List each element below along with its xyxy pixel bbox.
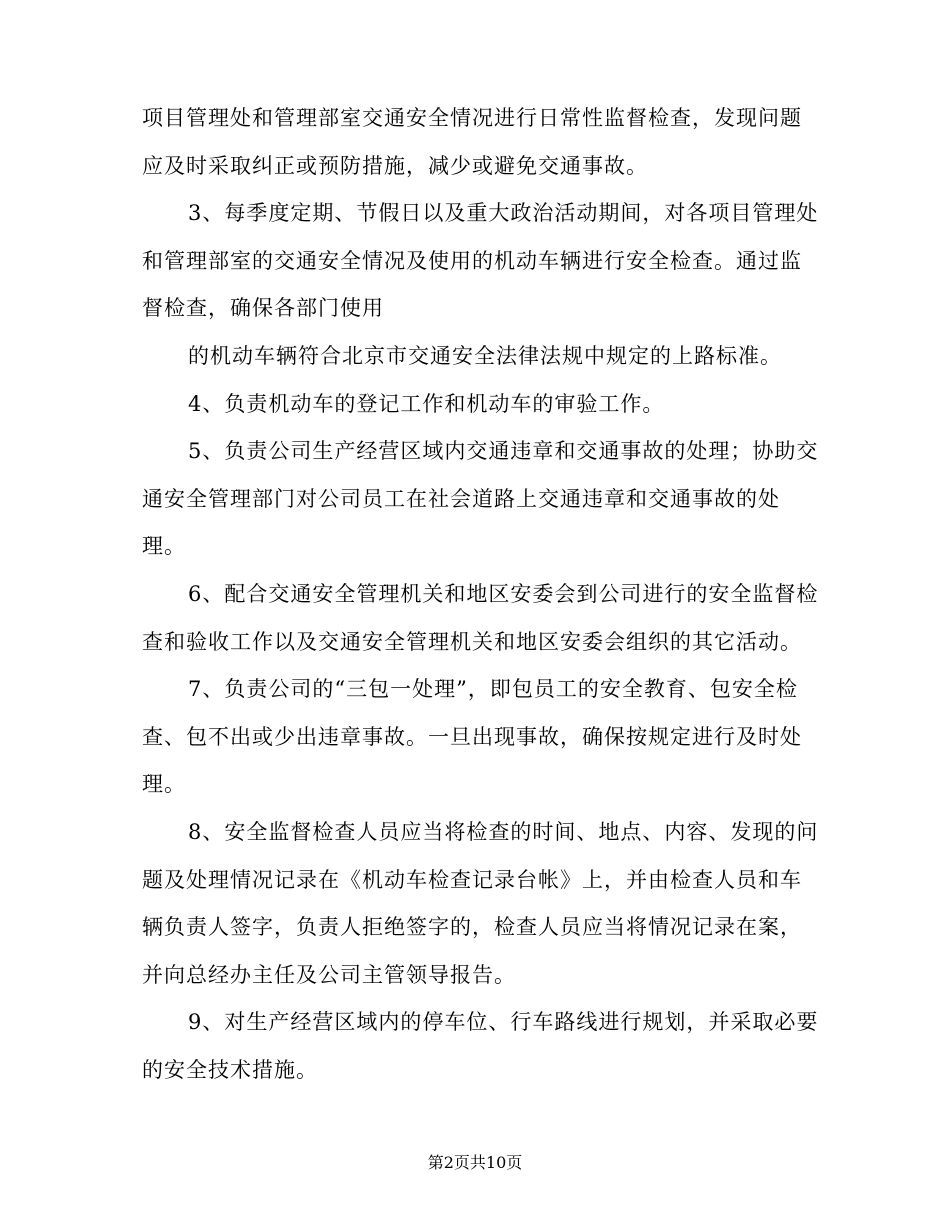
text-line: 督检查，确保各部门使用 xyxy=(142,296,384,321)
text-line: 题及处理情况记录在《机动车检查记录台帐》上，并由检查人员和车 xyxy=(142,867,802,892)
text-line: 7、负责公司的“三包一处理”，即包员工的安全教育、包安全检 xyxy=(188,677,798,702)
text-line: 项目管理处和管理部室交通安全情况进行日常性监督检查，发现问题 xyxy=(142,106,802,130)
text-line: 4、负责机动车的登记工作和机动车的审验工作。 xyxy=(188,391,665,416)
text-line: 应及时采取纠正或预防措施，减少或避免交通事故。 xyxy=(142,153,648,178)
text-line: 理。 xyxy=(142,534,186,559)
text-line: 并向总经办主任及公司主管领导报告。 xyxy=(142,962,516,987)
text-line: 9、对生产经营区域内的停车位、行车路线进行规划，并采取必要 xyxy=(188,1010,819,1035)
text-line: 的安全技术措施。 xyxy=(142,1057,318,1082)
document-body xyxy=(142,95,822,1094)
text-line: 3、每季度定期、节假日以及重大政治活动期间，对各项目管理处 xyxy=(188,201,819,226)
text-line: 和管理部室的交通安全情况及使用的机动车辆进行安全检查。通过监 xyxy=(142,248,802,273)
text-line: 查和验收工作以及交通安全管理机关和地区安委会组织的其它活动。 xyxy=(142,629,802,654)
text-line: 8、安全监督检查人员应当将检查的时间、地点、内容、发现的问 xyxy=(188,819,819,844)
text-line: 理。 xyxy=(142,772,186,797)
text-line: 通安全管理部门对公司员工在社会道路上交通违章和交通事故的处 xyxy=(142,486,780,511)
text-line: 辆负责人签字，负责人拒绝签字的，检查人员应当将情况记录在案， xyxy=(142,915,802,940)
text-line: 的机动车辆符合北京市交通安全法律法规中规定的上路标准。 xyxy=(188,343,782,368)
text-line: 查、包不出或少出违章事故。一旦出现事故，确保按规定进行及时处 xyxy=(142,724,802,749)
page-number-footer: 第2页共10页 xyxy=(427,1153,523,1172)
text-line: 6、配合交通安全管理机关和地区安委会到公司进行的安全监督检 xyxy=(188,581,819,606)
text-line: 5、负责公司生产经营区域内交通违章和交通事故的处理；协助交 xyxy=(188,439,819,464)
